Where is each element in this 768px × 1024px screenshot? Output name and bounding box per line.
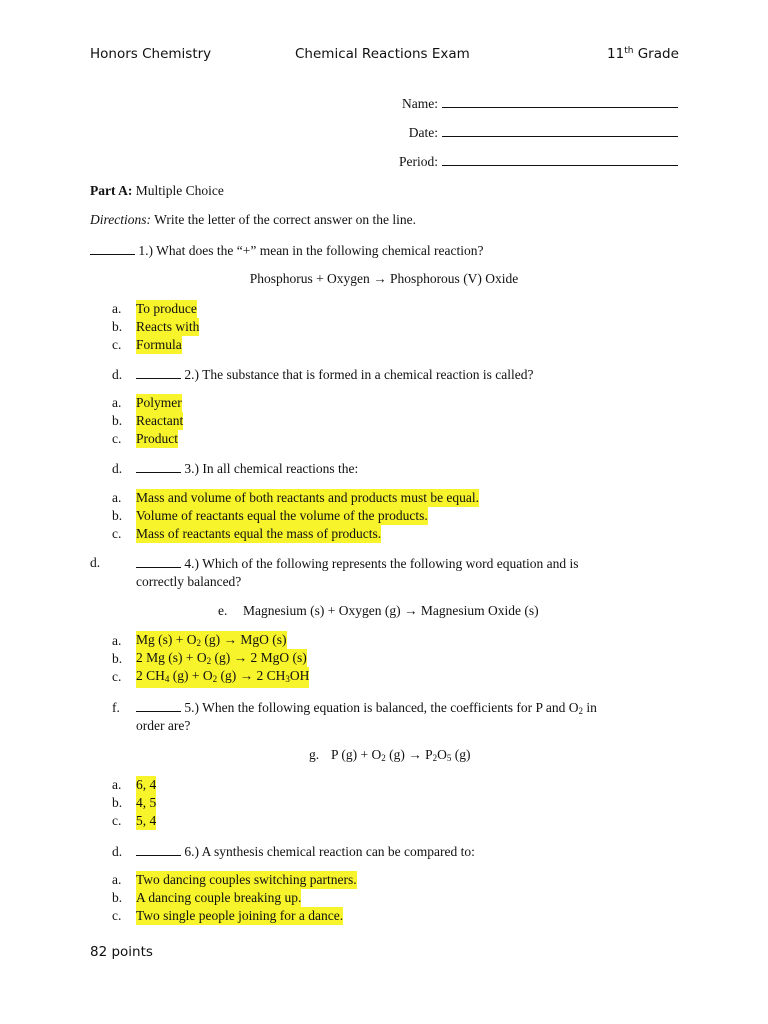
answer-blank-6[interactable] (136, 843, 181, 856)
date-label: Date: (408, 125, 438, 140)
question-5: f. 5.) When the following equation is balanced, the coefficients for P and $O_2$ in (112, 700, 597, 716)
q4-equation: e. Magnesium (s) + Oxygen (g) → Magnesium Oxide (s) (218, 603, 539, 618)
option-b: b. 4, 5 (112, 795, 157, 810)
period-label: Period: (399, 154, 438, 169)
option-b: b. Reactant (112, 413, 184, 428)
option-a: a. Polymer (112, 395, 182, 410)
option-c: c. Formula (112, 337, 182, 352)
option-c: c. 5, 4 (112, 813, 157, 828)
answer-blank-1[interactable] (90, 242, 135, 255)
q4-marker: d. (90, 555, 101, 570)
option-c: c. Product (112, 431, 178, 446)
period-line[interactable] (442, 153, 678, 166)
date-line[interactable] (442, 124, 678, 137)
option-a: a. Two dancing couples switching partners. (112, 872, 357, 887)
answer-blank-4[interactable] (136, 555, 181, 568)
course-title: Honors Chemistry (90, 46, 212, 62)
points-footer: 82 points (90, 944, 153, 960)
question-1: 1.) What does the “+” mean in the following chemical reaction? (90, 242, 483, 259)
date-field[interactable] (409, 124, 678, 141)
option-a: a. Mass and volume of both reactants and products must be equal. (112, 490, 480, 505)
answer-blank-2[interactable] (136, 366, 181, 379)
option-b: b. A dancing couple breaking up. (112, 890, 302, 905)
option-c: c. Two single people joining for a dance. (112, 908, 344, 923)
q6-options (112, 871, 357, 925)
q5-equation: g. P $(g) + O_2$ $(g) \to P_2O_5$ (g) (309, 747, 471, 763)
q4-options (112, 632, 309, 686)
question-2: d. 2.) The substance that is formed in a chemical reaction is called? (112, 367, 534, 382)
name-label: Name: (402, 96, 438, 111)
q3-options (112, 489, 479, 543)
q5-options (112, 776, 156, 830)
answer-blank-5[interactable] (136, 699, 181, 712)
option-c: c. Mass of reactants equal the mass of products. (112, 526, 382, 541)
question-6: d. 6.) A synthesis chemical reaction can be compared to: (112, 844, 475, 859)
option-b: b. Volume of reactants equal the volume of the products. (112, 508, 428, 523)
name-line[interactable] (442, 95, 678, 108)
question-4: 4.) Which of the following represents the following word equation and is (136, 555, 579, 572)
option-c: c. 2 $CH_4$ $(g) + O_2$ (g) → 2 $CH_3OH$ (112, 668, 309, 686)
option-a: a. 6, 4 (112, 777, 157, 792)
option-b: b. Reacts with (112, 319, 200, 334)
part-heading: Part A: Multiple Choice (90, 183, 224, 198)
q1-equation: Phosphorus + Oxygen → Phosphorous (V) Oxide (249, 271, 519, 286)
period-field[interactable] (399, 153, 678, 170)
exam-title: Chemical Reactions Exam (295, 46, 470, 62)
option-a: a. Mg $(s) + O_2$ (g) → MgO (s) (112, 632, 309, 650)
q2-options (112, 394, 183, 448)
option-a: a. To produce (112, 301, 197, 316)
question-4-line2: correctly balanced? (136, 574, 242, 589)
answer-blank-3[interactable] (136, 460, 181, 473)
q1-options (112, 300, 199, 354)
name-field[interactable] (402, 95, 678, 112)
question-5-line2: order are? (136, 718, 191, 733)
question-3: d. 3.) In all chemical reactions the: (112, 461, 359, 476)
option-b: b. 2 Mg $(s) + O_2$ (g) → 2 MgO (s) (112, 650, 309, 668)
grade-label: 11th Grade (607, 46, 679, 62)
directions: Directions: Write the letter of the correct answer on the line. (90, 212, 416, 227)
